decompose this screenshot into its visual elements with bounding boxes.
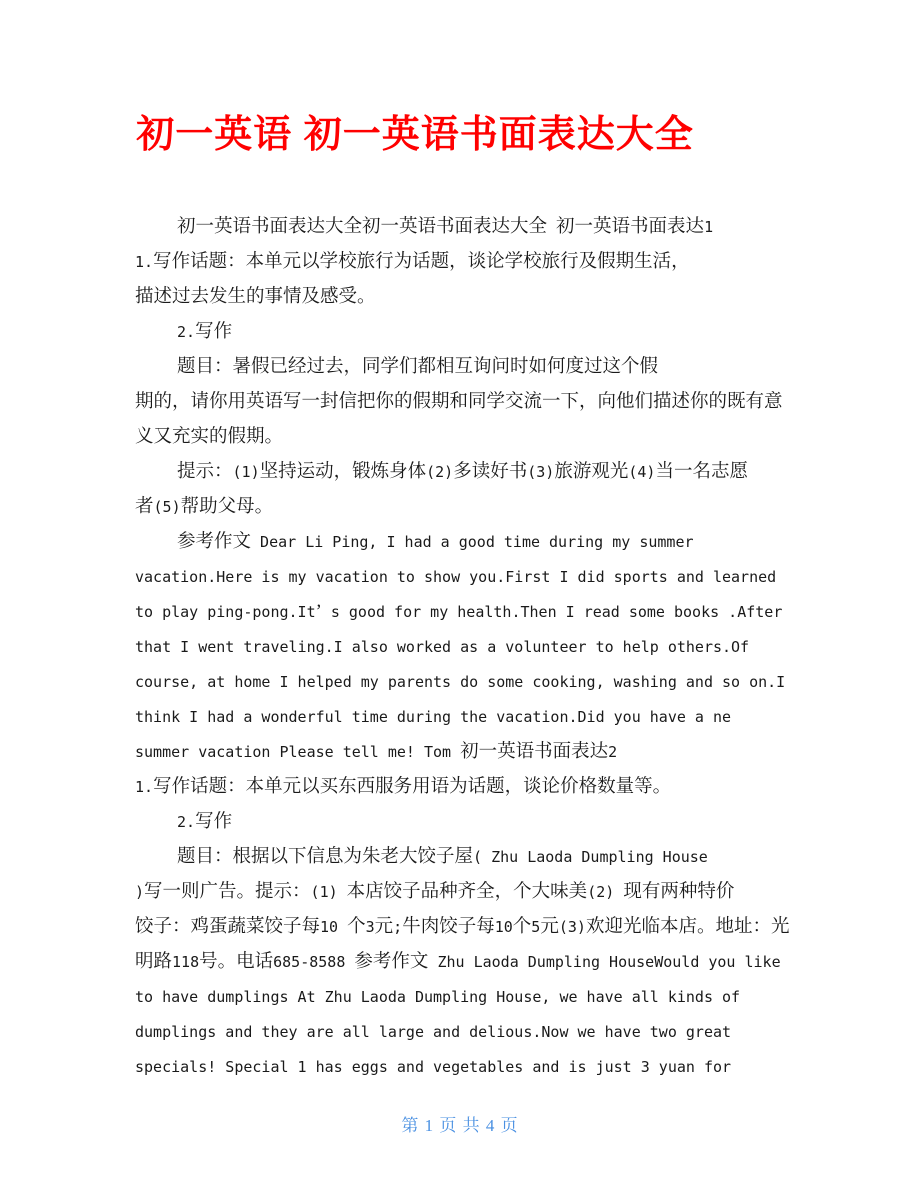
text-line: 期的，请你用英语写一封信把你的假期和同学交流一下，向他们描述你的既有意 (135, 392, 783, 412)
page-footer: 第 1 页 共 4 页 (401, 1116, 519, 1135)
text-line: 2.写作 (177, 322, 233, 342)
text-line: specials! Special 1 has eggs and vegetables and is just 3 yuan for (135, 1058, 732, 1076)
document-body (0, 210, 920, 1085)
text-line: to play ping-pong.It’ s good for my health.Then I read some books .After (135, 602, 783, 622)
text-line: that I went traveling.I also worked as a volunteer to help others.Of (135, 638, 750, 656)
text-line: 题目：暑假已经过去，同学们都相互询问时如何度过这个假 (177, 357, 659, 377)
text-line: 者(5)帮助父母。 (135, 497, 274, 517)
text-line: 明路118号。电话685-8588 参考作文 Zhu Laoda Dumpling HouseWould you like (135, 952, 781, 972)
text-line: vacation.Here is my vacation to show you.First I did sports and learned (135, 568, 777, 586)
text-line: 饺子：鸡蛋蔬菜饺子每10 个3元;牛肉饺子每10个5元(3)欢迎光临本店。地址：光 (135, 917, 790, 937)
text-line: 2.写作 (177, 812, 233, 832)
text-line: dumplings and they are all large and delious.Now we have two great (135, 1023, 732, 1041)
text-line: )写一则广告。提示：(1) 本店饺子品种齐全，个大味美(2) 现有两种特价 (135, 882, 735, 902)
page-title: 初一英语 初一英语书面表达大全 (136, 114, 694, 156)
text-line: 题目：根据以下信息为朱老大饺子屋( Zhu Laoda Dumpling House (177, 847, 708, 867)
text-line: 1.写作话题：本单元以学校旅行为话题，谈论学校旅行及假期生活， (135, 252, 690, 272)
text-line: summer vacation Please tell me! Tom 初一英语书面表达2 (135, 742, 618, 762)
text-line: 初一英语书面表达大全初一英语书面表达大全 初一英语书面表达1 (177, 217, 714, 237)
text-line: 描述过去发生的事情及感受。 (135, 287, 376, 307)
text-line: to have dumplings At Zhu Laoda Dumpling House, we have all kinds of (135, 988, 741, 1006)
text-line: 提示：(1)坚持运动，锻炼身体(2)多读好书(3)旅游观光(4)当一名志愿 (177, 462, 748, 482)
text-line: 1.写作话题：本单元以买东西服务用语为话题，谈论价格数量等。 (135, 777, 672, 797)
text-line: course, at home I helped my parents do some cooking, washing and so on.I (135, 673, 786, 691)
text-line: 义又充实的假期。 (135, 427, 284, 447)
text-line: think I had a wonderful time during the vacation.Did you have a ne (135, 708, 732, 726)
text-line: 参考作文 Dear Li Ping, I had a good time during my summer (177, 532, 694, 552)
